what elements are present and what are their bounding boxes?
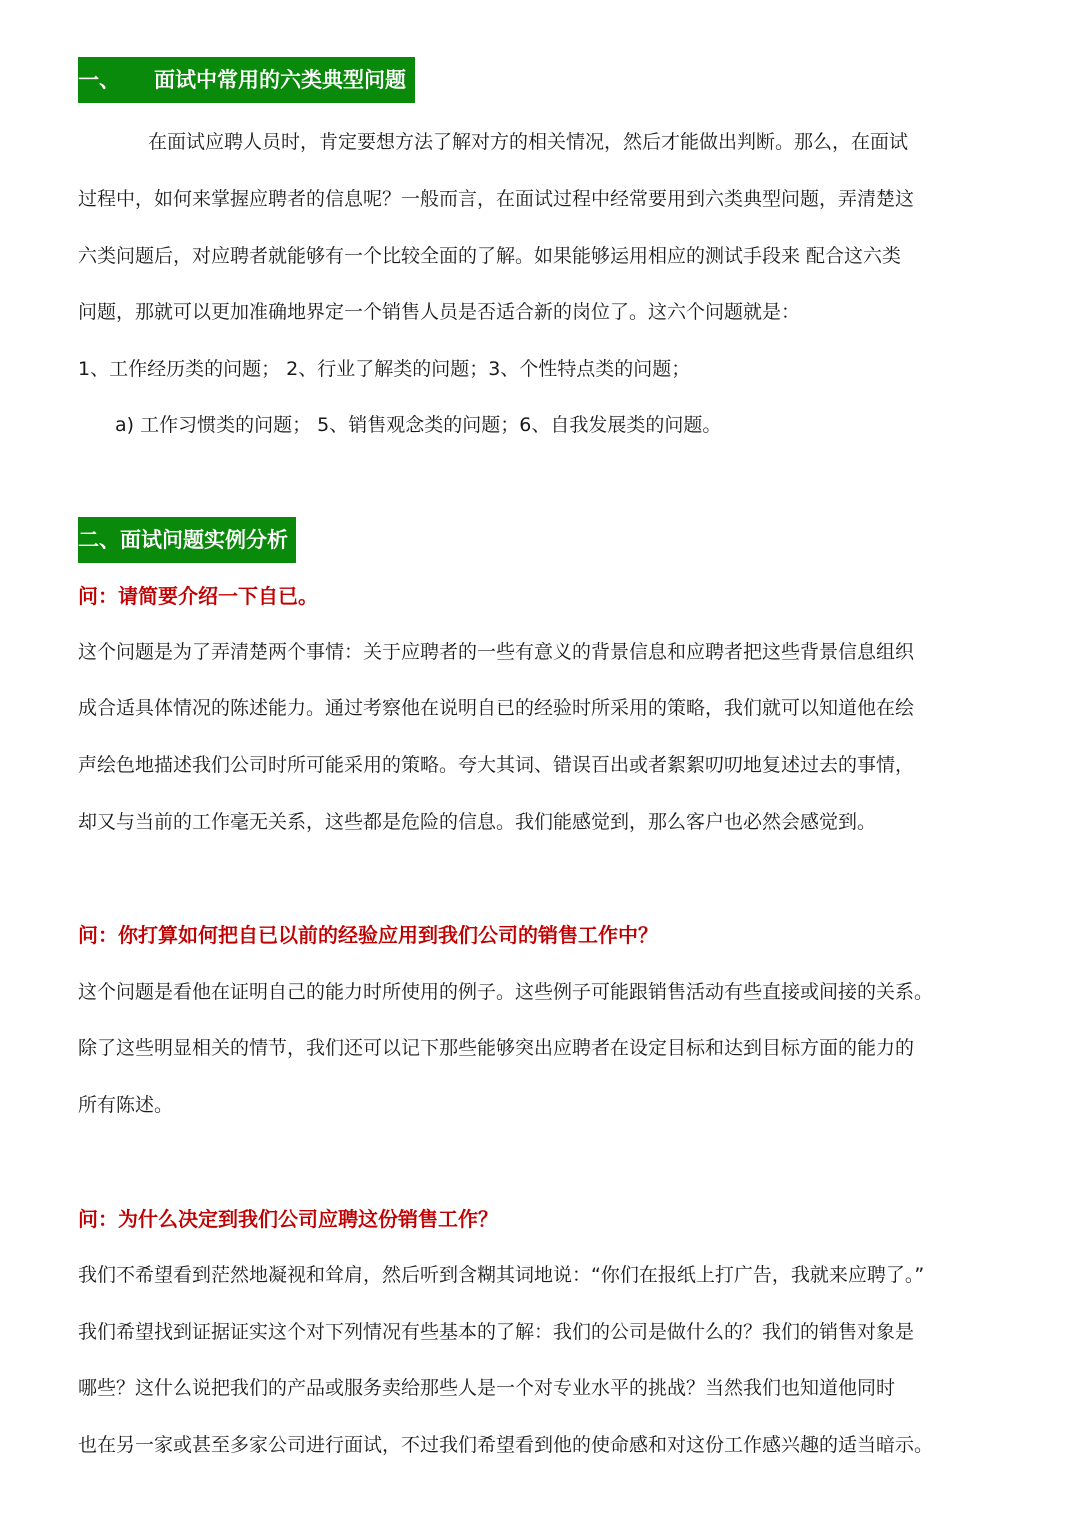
question-2: 问：你打算如何把自已以前的经验应用到我们公司的销售工作中？: [78, 923, 658, 947]
answer-line: 我们希望找到证据证实这个对下列情况有些基本的了解：我们的公司是做什么的？我们的销售对象是: [78, 1321, 915, 1343]
list-line: a) 工作习惯类的问题； 5、销售观念类的问题；6、自我发展类的问题。: [115, 414, 722, 436]
section-heading-1: [78, 57, 415, 103]
answer-line: 除了这些明显相关的情节，我们还可以记下那些能够突出应聘者在设定目标和达到目标方面的能力的: [78, 1037, 915, 1059]
answer-line: 哪些？这什么说把我们的产品或服务卖给那些人是一个对专业水平的挑战？当然我们也知道他同时: [78, 1377, 896, 1399]
answer-line: 却又与当前的工作毫无关系，这些都是危险的信息。我们能感觉到，那么客户也必然会感觉到。: [78, 811, 877, 833]
answer-line: 也在另一家或甚至多家公司进行面试，不过我们希望看到他的使命感和对这份工作感兴趣的适当暗示。: [78, 1434, 934, 1456]
question-3: 问：为什么决定到我们公司应聘这份销售工作？: [78, 1207, 498, 1231]
question-1: 问：请简要介绍一下自已。: [78, 584, 318, 608]
answer-line: 所有陈述。: [78, 1094, 174, 1116]
paragraph-line: 六类问题后，对应聘者就能够有一个比较全面的了解。如果能够运用相应的测试手段来 配合这六类: [78, 245, 902, 267]
section-heading-2: 二、面试问题实例分析: [78, 517, 296, 563]
paragraph-line: 问题，那就可以更加准确地界定一个销售人员是否适合新的岗位了。这六个问题就是：: [78, 301, 801, 323]
list-line: 1、工作经历类的问题； 2、行业了解类的问题；3、个性特点类的问题；: [78, 358, 691, 380]
paragraph-line: 在面试应聘人员时，肯定要想方法了解对方的相关情况，然后才能做出判断。那么，在面试: [148, 131, 909, 153]
answer-line: 我们不希望看到茫然地凝视和耸肩，然后听到含糊其词地说：“你们在报纸上打广告，我就来应聘了。”: [78, 1264, 925, 1286]
answer-line: 声绘色地描述我们公司时所可能采用的策略。夸大其词、错误百出或者絮絮叨叨地复述过去的事情，: [78, 754, 915, 776]
answer-line: 成合适具体情况的陈述能力。通过考察他在说明自已的经验时所采用的策略，我们就可以知道他在绘: [78, 697, 915, 719]
answer-line: 这个问题是看他在证明自己的能力时所使用的例子。这些例子可能跟销售活动有些直接或间接的关系。: [78, 981, 934, 1003]
heading-number: 一、: [78, 68, 120, 92]
heading-text: 面试中常用的六类典型问题: [154, 68, 406, 92]
paragraph-line: 过程中，如何来掌握应聘者的信息呢？一般而言，在面试过程中经常要用到六类典型问题，弄清楚这: [78, 188, 915, 210]
answer-line: 这个问题是为了弄清楚两个事情：关于应聘者的一些有意义的背景信息和应聘者把这些背景信息组织: [78, 641, 915, 663]
